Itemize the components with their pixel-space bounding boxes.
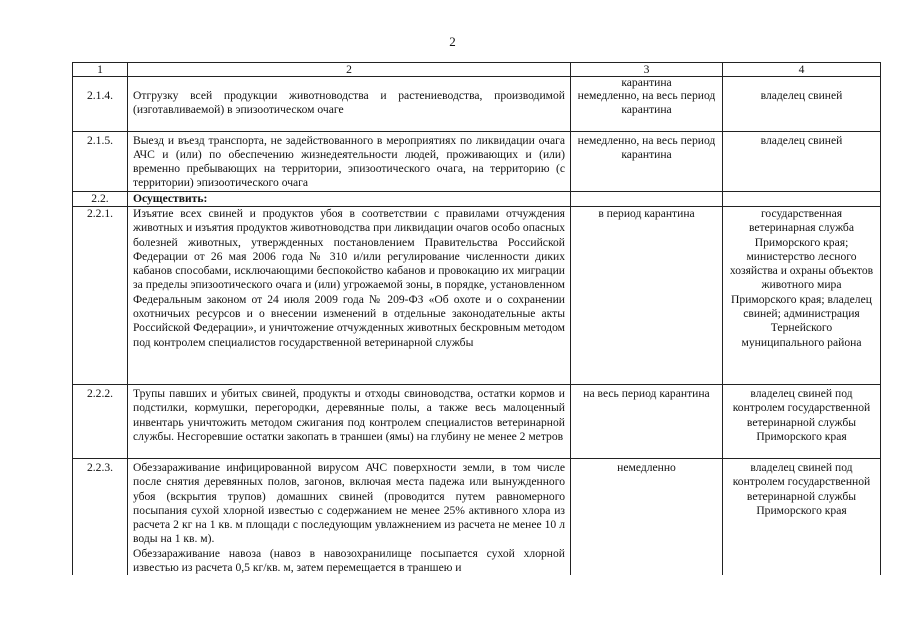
table-row	[73, 458, 881, 575]
row-term: немедленно	[571, 458, 723, 575]
page-number: 2	[449, 34, 456, 49]
row-number: 2.2.3.	[73, 458, 128, 575]
row-responsible: владелец свиней	[723, 89, 881, 131]
row-text-cell	[128, 458, 571, 575]
row-number: 2.2.1.	[73, 206, 128, 384]
column-header-3: 3	[571, 63, 723, 77]
row-text: Трупы павших и убитых свиней, продукты и отходы свиноводства, остатки кормов и подстилки, кормушки, перегородки, деревянные полы, а также весь малоценный инвентарь уничтожить методом сжигания под контролем специалистов ветеринарной службы. Несгоревшие остатки закопать в траншеи (ямы) на глубину не менее 2 метров	[128, 384, 571, 458]
measures-table	[72, 62, 881, 575]
table-row	[73, 89, 881, 131]
row-term: немедленно, на весь период карантина	[571, 89, 723, 131]
row-term	[571, 191, 723, 206]
section-heading: Осуществить:	[128, 191, 571, 206]
row-term: на весь период карантина	[571, 384, 723, 458]
row-term: в период карантина	[571, 206, 723, 384]
continuation-responsible	[723, 77, 881, 90]
row-text: Обеззараживание инфицированной вирусом АЧС поверхности земли, в том числе после снятия деревянных полов, загонов, включая места падежа или вынужденного убоя (вскрытия трупов) домашних свиней (проводится путем равномерного посыпания сухой хлорной известью с содержанием не менее 25% активного хлора из расчета 2 кг на 1 кв. м площади с последующим увлажнением из расчета не менее 10 л воды на 1 кв. м).	[133, 460, 565, 546]
header-row	[73, 63, 881, 77]
row-responsible: владелец свиней	[723, 131, 881, 191]
row-number: 2.1.4.	[73, 89, 128, 131]
continuation-text	[128, 77, 571, 90]
table-row	[73, 384, 881, 458]
row-responsible: владелец свиней под контролем государственной ветеринарной службы Приморского края	[723, 458, 881, 575]
row-responsible: государственная ветеринарная служба Приморского края; министерство лесного хозяйства и охраны объектов животного мира Приморского края; владелец свиней; администрация Тернейского муниципального района	[723, 206, 881, 384]
row-number: 2.2.	[73, 191, 128, 206]
row-number: 2.1.5.	[73, 131, 128, 191]
row-text: Отгрузку всей продукции животноводства и растениеводства, производимой (изготавливаемой) в эпизоотическом очаге	[128, 89, 571, 131]
row-text: Выезд и въезд транспорта, не задействованного в мероприятиях по ликвидации очага АЧС и (или) по обеспечению жизнедеятельности людей, проживающих и (или) временно пребывающих на территории, эпизоотического очага, на территорию (с территории) эпизоотического очага	[128, 131, 571, 191]
column-header-2: 2	[128, 63, 571, 77]
column-header-4: 4	[723, 63, 881, 77]
continuation-term: карантина	[571, 77, 723, 90]
table-row	[73, 191, 881, 206]
row-text-continued: Обеззараживание навоза (навоз в навозохранилище посыпается сухой хлорной известью из расчета 0,5 кг/кв. м, затем перемещается в траншею и	[133, 546, 565, 575]
row-number: 2.2.2.	[73, 384, 128, 458]
continuation-row	[73, 77, 881, 90]
row-responsible: владелец свиней под контролем государственной ветеринарной службы Приморского края	[723, 384, 881, 458]
table-row	[73, 131, 881, 191]
table-row	[73, 206, 881, 384]
row-responsible	[723, 191, 881, 206]
continuation-num	[73, 77, 128, 90]
row-text: Изъятие всех свиней и продуктов убоя в соответствии с правилами отчуждения животных и изъятия продуктов животноводства при ликвидации очагов особо опасных болезней животных, утвержденных постановлением Правительства Российской Федерации от 26 мая 2006 года № 310 и/или регулирование численности диких кабанов способами, исключающими беспокойство кабанов и провокацию их миграции за пределы эпизоотического очага и (или) угрожаемой зоны, в порядке, установленном Федеральным законом от 24 июля 2009 года № 209-ФЗ «Об охоте и о сохранении охотничьих ресурсов и о внесении изменений в отдельные законодательные акты Российской Федерации», и уничтожение отчужденных животных бескровным методом под контролем специалистов государственной ветеринарной службы	[128, 206, 571, 384]
row-term: немедленно, на весь период карантина	[571, 131, 723, 191]
column-header-1: 1	[73, 63, 128, 77]
